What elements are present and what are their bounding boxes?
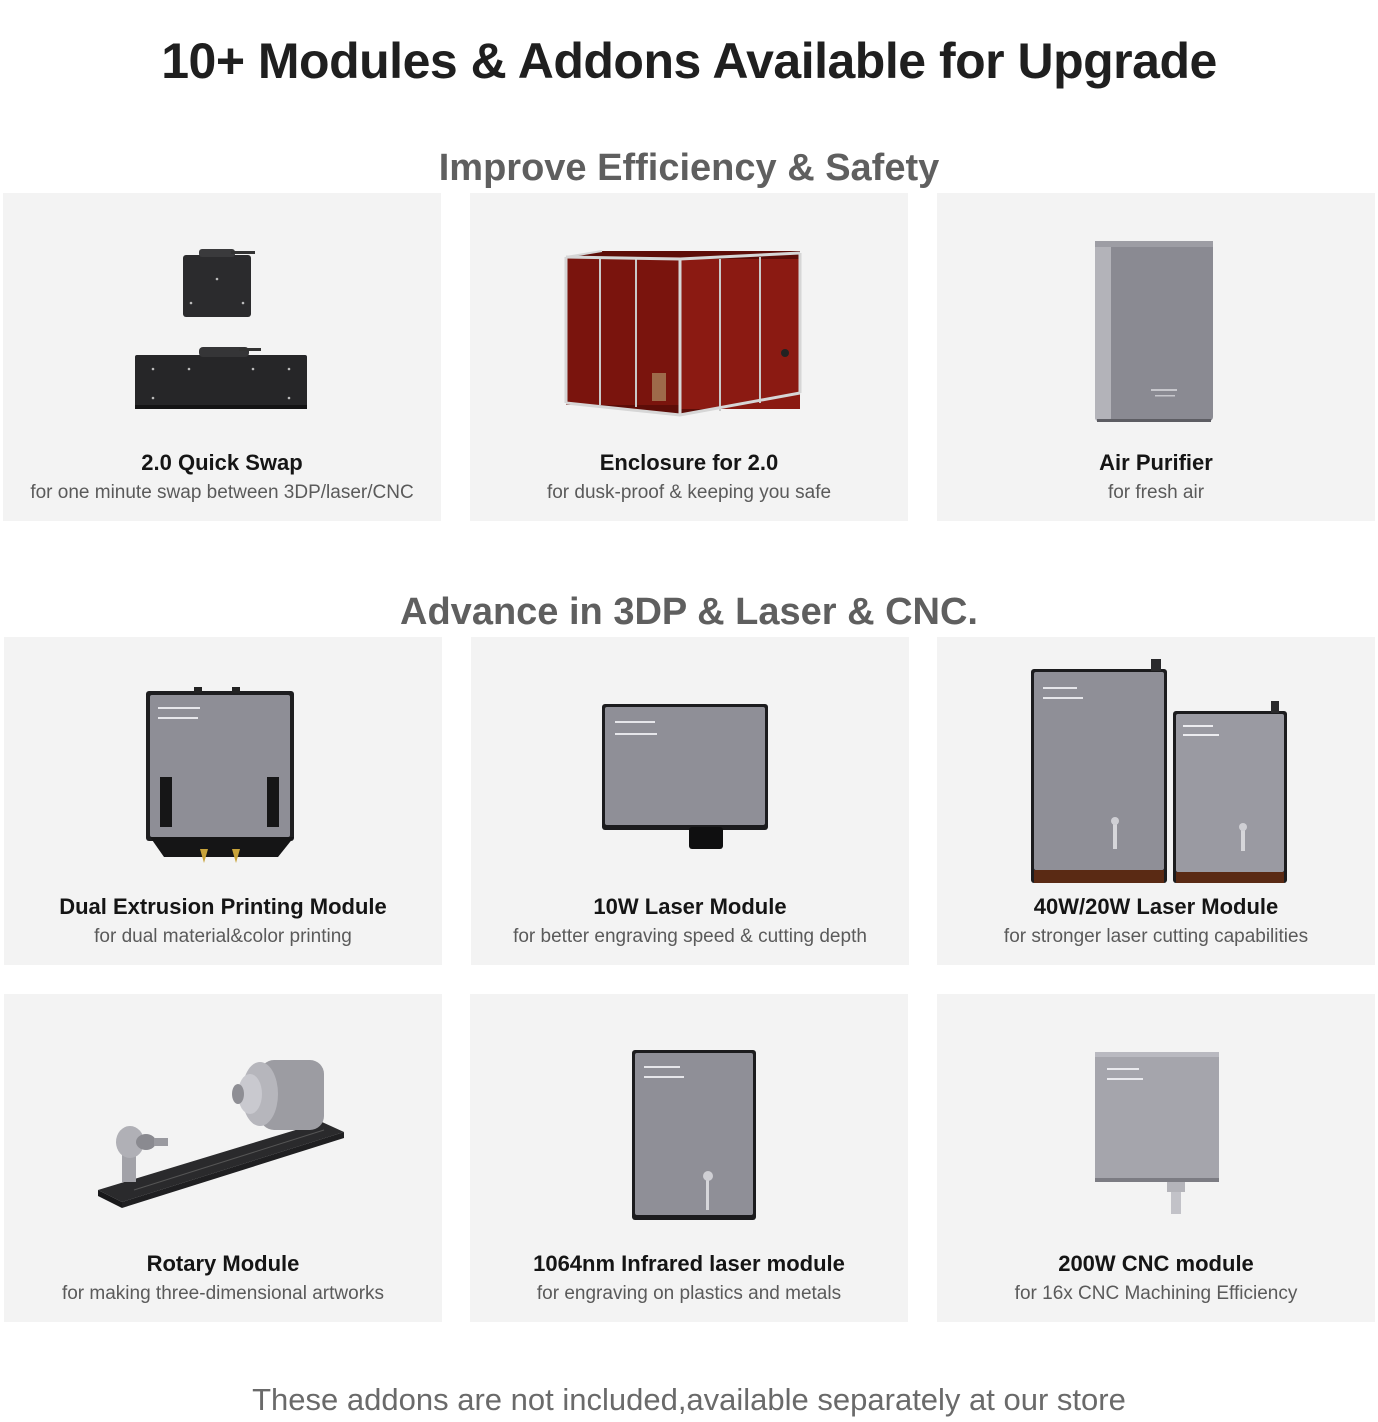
product-card-infrared-laser[interactable] [470, 994, 908, 1322]
10w-laser-module-image [471, 637, 909, 887]
infrared-laser-module-image [470, 994, 908, 1244]
cnc-module-image [937, 994, 1375, 1244]
card-subtitle: for 16x CNC Machining Efficiency [1014, 1283, 1298, 1304]
card-subtitle: for fresh air [1107, 482, 1205, 503]
section-heading-efficiency-safety: Improve Efficiency & Safety [438, 146, 940, 189]
product-card-dual-extrusion[interactable] [4, 637, 442, 965]
air-purifier-image [937, 193, 1375, 443]
product-card-cnc[interactable] [937, 994, 1375, 1322]
page-title: 10+ Modules & Addons Available for Upgrade [161, 32, 1217, 89]
card-title: Enclosure for 2.0 [599, 450, 779, 475]
quick-swap-image [3, 193, 441, 443]
card-title: Air Purifier [1099, 450, 1213, 475]
product-card-40w-20w-laser[interactable] [937, 637, 1375, 965]
card-subtitle: for engraving on plastics and metals [536, 1283, 842, 1304]
footer-note: These addons are not included,available separately at our store [252, 1382, 1126, 1417]
card-subtitle: for one minute swap between 3DP/laser/CNC [30, 482, 414, 503]
rotary-module-image [4, 994, 442, 1244]
card-title: Rotary Module [146, 1251, 300, 1276]
card-subtitle: for dusk-proof & keeping you safe [546, 482, 832, 503]
product-card-enclosure[interactable] [470, 193, 908, 521]
card-title: 40W/20W Laser Module [1033, 894, 1279, 919]
card-title: 1064nm Infrared laser module [533, 1251, 845, 1276]
card-subtitle: for dual material&color printing [94, 926, 352, 947]
card-subtitle: for stronger laser cutting capabilities [1003, 926, 1309, 947]
card-title: Dual Extrusion Printing Module [59, 894, 387, 919]
card-title: 2.0 Quick Swap [141, 450, 303, 475]
product-card-10w-laser[interactable] [471, 637, 909, 965]
card-title: 10W Laser Module [593, 894, 787, 919]
dual-extrusion-module-image [4, 637, 442, 887]
card-subtitle: for better engraving speed & cutting depth [513, 926, 867, 947]
section-heading-advance: Advance in 3DP & Laser & CNC. [400, 590, 978, 633]
product-card-quick-swap[interactable] [3, 193, 441, 521]
product-card-air-purifier[interactable] [937, 193, 1375, 521]
card-title: 200W CNC module [1058, 1251, 1254, 1276]
product-card-rotary[interactable] [4, 994, 442, 1322]
card-subtitle: for making three-dimensional artworks [61, 1283, 385, 1304]
40w-20w-laser-module-image [937, 637, 1375, 887]
enclosure-image [470, 193, 908, 443]
